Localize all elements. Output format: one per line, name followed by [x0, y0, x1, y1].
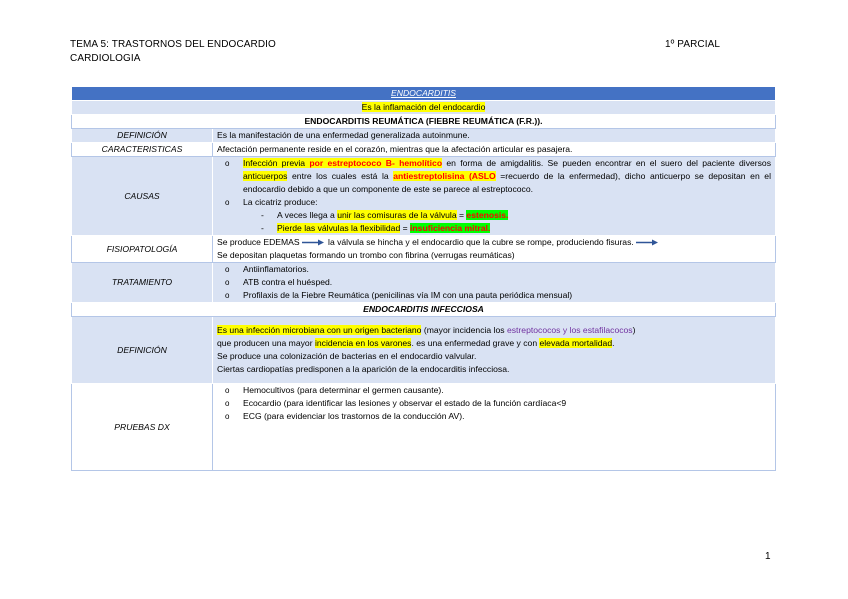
section-infectious-row [72, 303, 776, 317]
row-label-definicion-infecciosa: DEFINICIÓN [72, 317, 213, 384]
document-parcial: 1º PARCIAL [665, 39, 721, 50]
table-row [72, 384, 776, 471]
row-label-causas: CAUSAS [72, 157, 213, 236]
endocarditis-table [71, 86, 776, 471]
list-item: o Profilaxis de la Fiebre Reumática (penicilinas vía IM con una pauta periódica mensual) [243, 289, 771, 302]
arrow-right-icon [636, 239, 658, 246]
table-title-row [72, 87, 776, 101]
list-item: o ATB contra el huésped. [243, 276, 771, 289]
row-label-tratamiento: TRATAMIENTO [72, 263, 213, 303]
section-infectious-title: ENDOCARDITIS INFECCIOSA [72, 303, 776, 317]
row-label-fisiopatologia: FISIOPATOLOGÍA [72, 236, 213, 263]
inf-def-line-4: Ciertas cardiopatías predisponen a la aparición de la endocarditis infecciosa. [217, 364, 510, 374]
rheumatic-characteristics-text: Afectación permanente reside en el corazón, mientras que la afectación articular es pasajera. [213, 143, 776, 157]
table-row [72, 263, 776, 303]
pruebas-list [217, 384, 771, 423]
list-item: o Antiinflamatorios. [243, 263, 771, 276]
row-label-caracteristicas: CARACTERISTICAS [72, 143, 213, 157]
list-item: o Infección previa por estreptococo B- hemolítico en forma de amigdalitis. Se pueden encontrar en el suero del paciente diversos anticuerpos entre los cuales está la antiestreptolisina (ASLO =recuerdo de la enfermedad), dicho anticuerpo se depositan en el endocardio debido a que un componente de este se parece al estreptococo. [243, 157, 771, 196]
list-item: - Pierde las válvulas la flexibilidad = insuficiencia mitral. [277, 222, 771, 235]
pruebas-cell [213, 384, 776, 471]
cicatriz-list [217, 209, 771, 235]
inf-def-line-2: que producen una mayor incidencia en los varones. es una enfermedad grave y con elevada mortalidad. [217, 338, 615, 348]
table-row [72, 129, 776, 143]
infectious-definition-cell [213, 317, 776, 384]
fisiopatologia-cell [213, 236, 776, 263]
list-item: o Ecocardio (para identificar las lesiones y observar el estado de la función cardíaca<9 [243, 397, 771, 410]
fisio-line-1: Se produce EDEMAS la válvula se hincha y el endocardio que la cubre se rompe, produciendo fisuras. [217, 236, 771, 249]
section-rheumatic-title: ENDOCARDITIS REUMÁTICA (FIEBRE REUMÁTICA (F.R.)). [72, 115, 776, 129]
section-rheumatic-row [72, 115, 776, 129]
document-subject: CARDIOLOGIA [70, 53, 141, 64]
document-title: TEMA 5: TRASTORNOS DEL ENDOCARDIO [70, 39, 276, 50]
tratamiento-list [217, 263, 771, 302]
arrow-right-icon [302, 239, 324, 246]
inf-def-line-1: Es una infección microbiana con un origen bacteriano (mayor incidencia los estreptococos y los estafilacocos) [217, 325, 636, 335]
table-row [72, 317, 776, 384]
table-title: ENDOCARDITIS [72, 87, 776, 101]
row-label-definicion: DEFINICIÓN [72, 129, 213, 143]
table-row [72, 143, 776, 157]
table-row [72, 236, 776, 263]
list-item: o La cicatriz produce: [243, 196, 771, 209]
tratamiento-cell [213, 263, 776, 303]
inf-def-line-3: Se produce una colonización de bacterias en el endocardio valvular. [217, 351, 477, 361]
causas-list [217, 157, 771, 209]
page-number: 1 [765, 551, 771, 562]
fisio-line-2: Se depositan plaquetas formando un trombo con fibrina (verrugas reumáticas) [217, 250, 515, 260]
causas-cell [213, 157, 776, 236]
list-item: - A veces llega a unir las comisuras de la válvula = estenosis. [277, 209, 771, 222]
list-item: o ECG (para evidenciar los trastornos de la conducción AV). [243, 410, 771, 423]
list-item: o Hemocultivos (para determinar el germen causante). [243, 384, 771, 397]
row-label-pruebas-dx: PRUEBAS DX [72, 384, 213, 471]
main-definition: Es la inflamación del endocardio [361, 102, 486, 112]
table-main-def-row [72, 101, 776, 115]
table-row [72, 157, 776, 236]
rheumatic-definition-text: Es la manifestación de una enfermedad generalizada autoinmune. [213, 129, 776, 143]
